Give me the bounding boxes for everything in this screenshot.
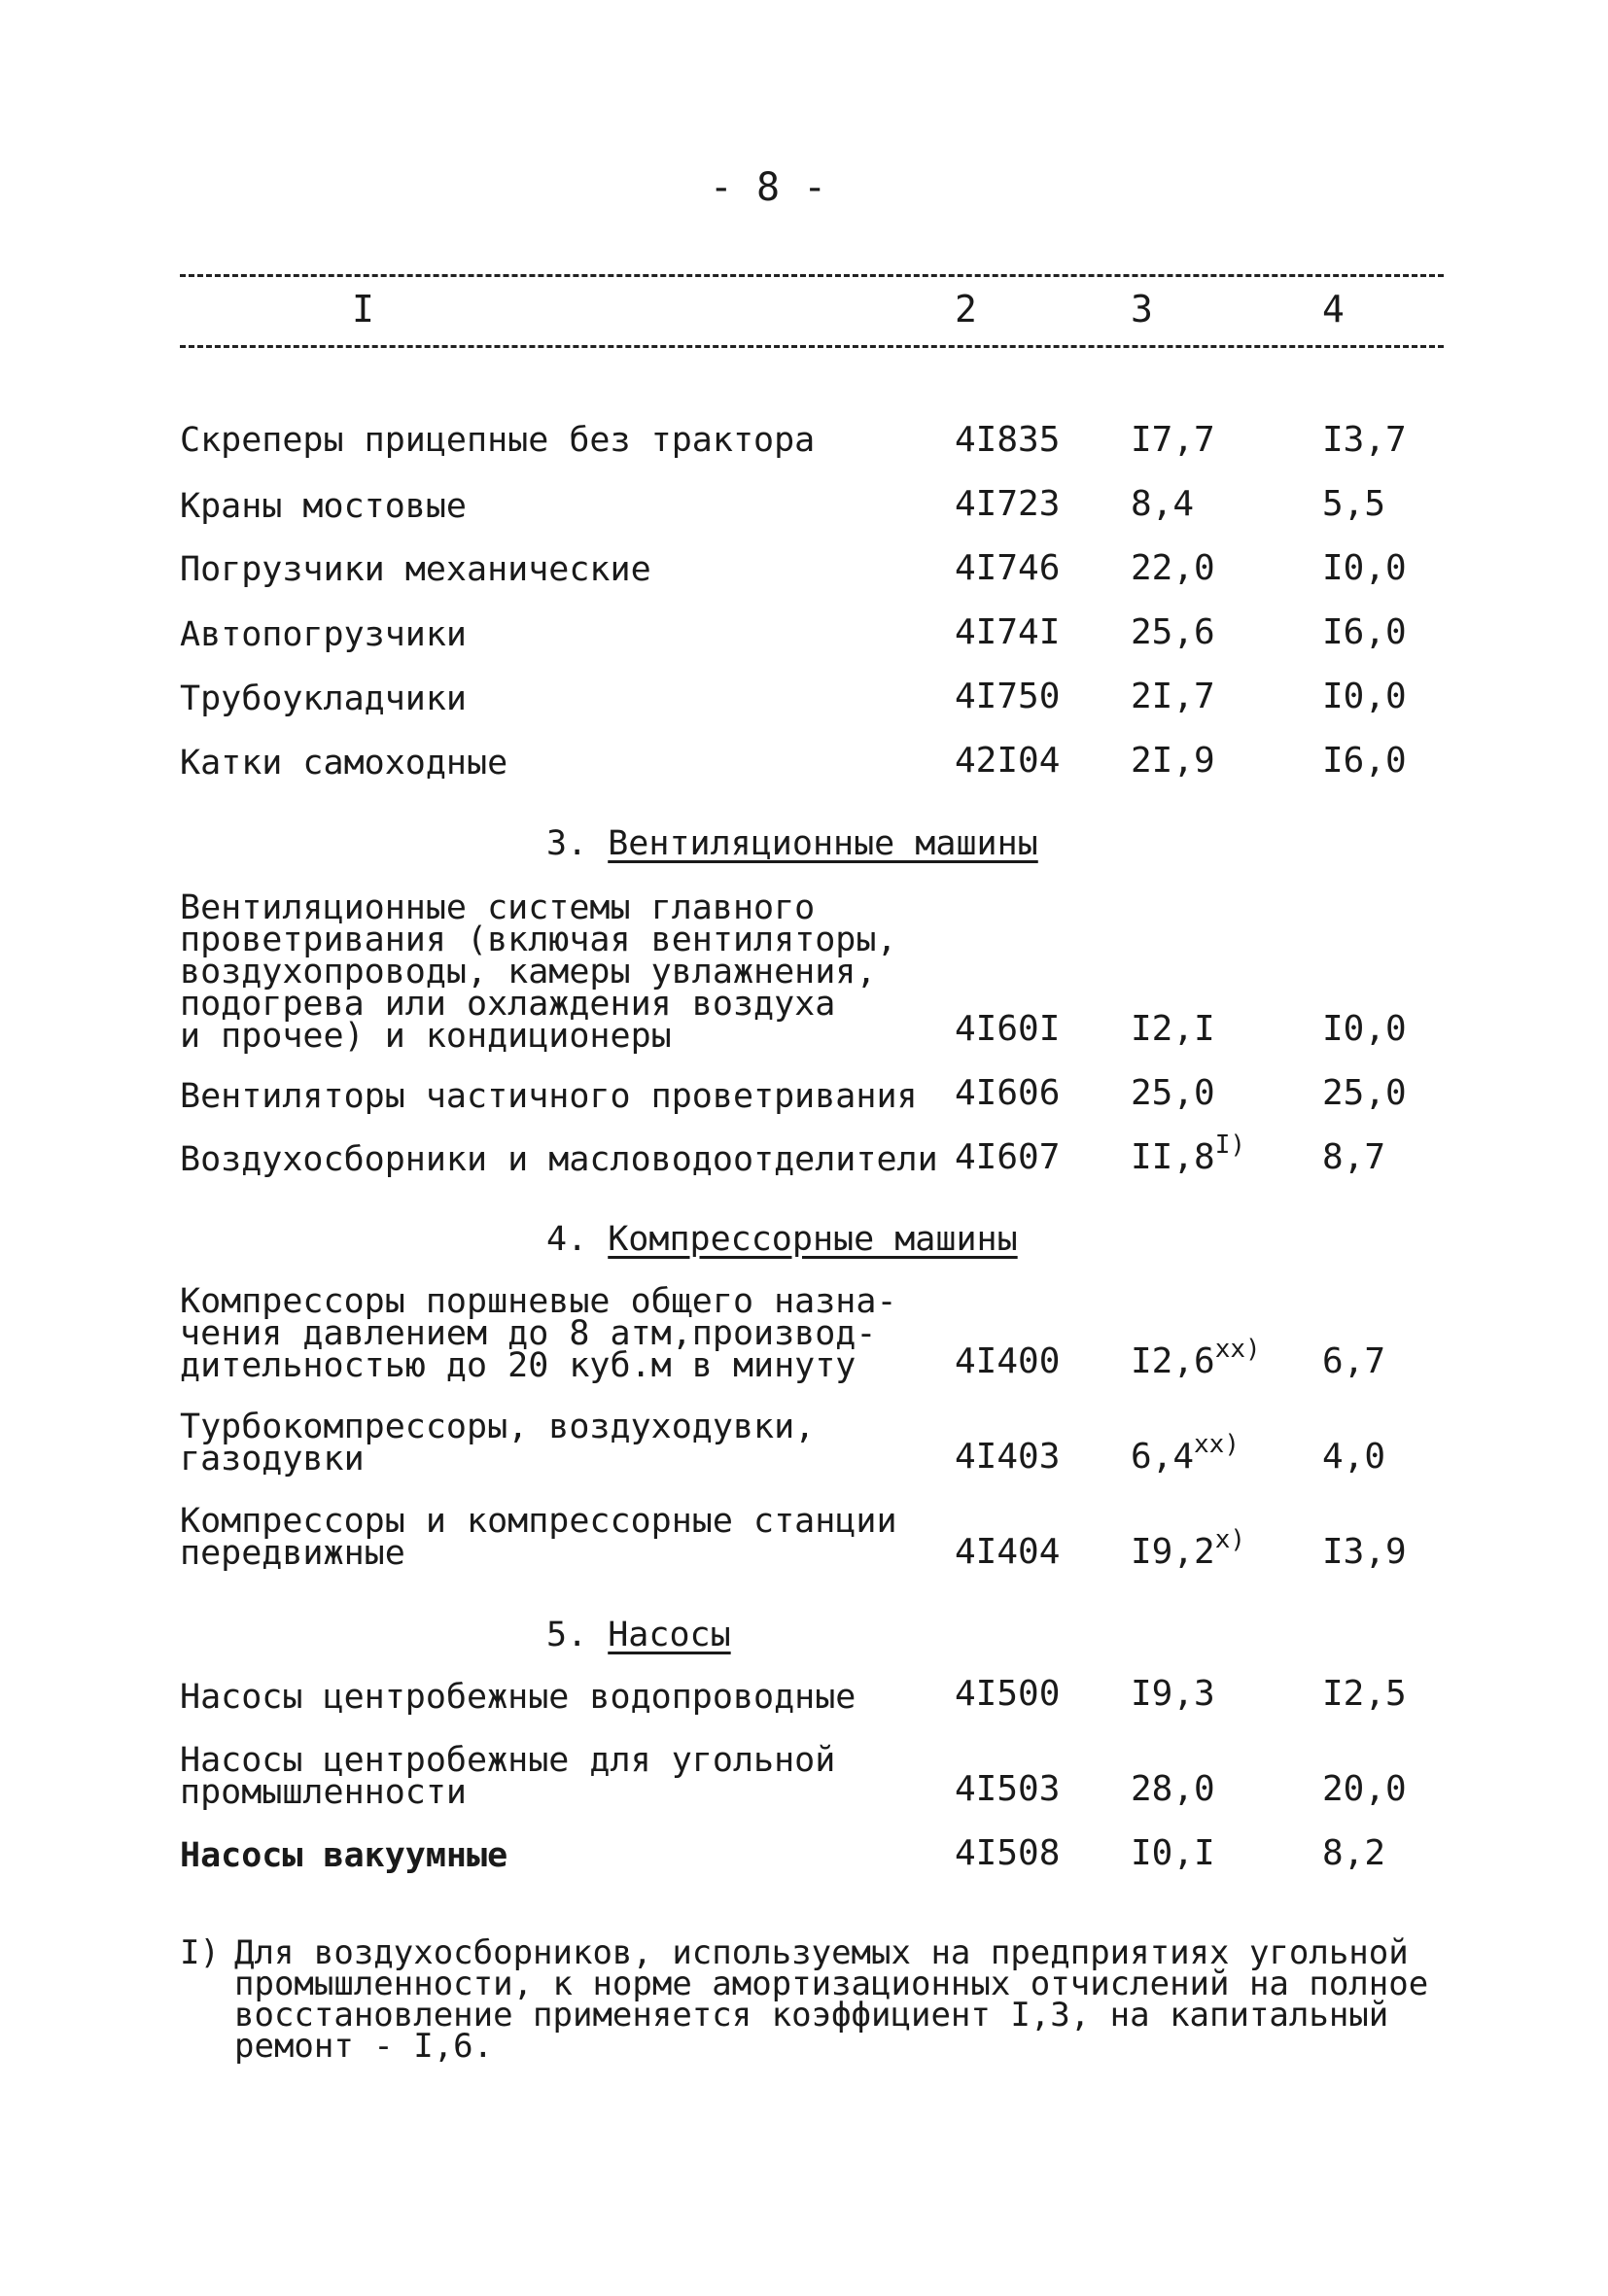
row-code: 4I500 [955,1674,1061,1714]
row-name: Краны мостовые [180,487,468,526]
row-value-3 [1131,1335,1261,1381]
footnote-marker: xx) [1194,1430,1240,1459]
row-name-line: Турбокомпрессоры, воздуходувки, [180,1408,816,1446]
section-number: 3. [546,824,588,863]
row-value-3: 2I,7 [1131,677,1215,716]
row-name [180,888,897,1056]
row-name [180,1282,897,1385]
row-code: 42I04 [955,741,1061,781]
row-value-3: 28,0 [1131,1769,1215,1809]
row-value-4: 5,5 [1322,484,1386,524]
row-value-4: I3,7 [1322,420,1407,460]
section-title: Компрессорные машины [608,1220,1018,1259]
row-value-4: I6,0 [1322,741,1407,781]
row-value-3: I7,7 [1131,420,1215,460]
row-code: 4I607 [955,1137,1061,1177]
row-value-4: I0,0 [1322,548,1407,588]
row-value-4: 25,0 [1322,1073,1407,1113]
row-value-3: 25,6 [1131,612,1215,652]
row-value-3: I2,I [1131,1009,1215,1049]
page-number: - 8 - [709,165,827,210]
row-name: Катки самоходные [180,744,508,783]
table-header-top-rule [180,274,1444,277]
row-value-3: 22,0 [1131,548,1215,588]
section-title: Вентиляционные машины [608,824,1038,863]
row-name [180,1741,836,1812]
footnote-marker: x) [1214,1525,1246,1554]
row-code: 4I508 [955,1833,1061,1873]
row-value-4: 20,0 [1322,1769,1407,1809]
row-name-line: газодувки [180,1440,365,1478]
row-code: 4I404 [955,1532,1061,1572]
section-heading-compressors [546,1220,1018,1259]
row-code: 4I400 [955,1341,1061,1381]
row-name: Скреперы прицепные без трактора [180,421,816,460]
row-code: 4I403 [955,1437,1061,1477]
row-name-line: и прочее) и кондиционеры [180,1017,672,1056]
row-value-3: I9,3 [1131,1674,1215,1714]
row-name-line: проветривания (включая вентиляторы, [180,921,897,959]
row-value-4: 8,7 [1322,1137,1386,1177]
value: I2,6 [1131,1341,1215,1381]
row-value-3: I0,I [1131,1833,1215,1873]
row-name-line: чения давлением до 8 атм,производ- [180,1314,877,1353]
value: I9,2 [1131,1532,1215,1572]
section-title: Насосы [608,1616,731,1654]
row-name-line: Компрессоры поршневые общего назна- [180,1282,897,1321]
table-header-bottom-rule [180,345,1444,348]
footnote-marker: xx) [1214,1335,1261,1364]
row-value-3: 2I,9 [1131,741,1215,781]
row-code: 4I835 [955,420,1061,460]
section-heading-ventilation [546,824,1038,863]
row-value-3 [1131,1430,1240,1477]
row-name: Автопогрузчики [180,615,468,654]
row-value-4: I2,5 [1322,1674,1407,1714]
row-name-line: подогрева или охлаждения воздуха [180,985,836,1024]
footnote-text: Для воздухосборников, используемых на предприятиях угольной промышленности, к норме амортизационных отчислений на полное восстановление применяется коэффициент I,3, на капитальный ремонт - I,6. [234,1933,1429,2066]
row-code: 4I503 [955,1769,1061,1809]
row-code: 4I746 [955,548,1061,588]
header-col-2: 2 [955,288,977,330]
row-name-line: Насосы центробежные для угольной [180,1741,836,1780]
row-name [180,1502,897,1573]
row-name-line: промышленности [180,1773,468,1812]
row-value-4: 8,2 [1322,1833,1386,1873]
row-value-3: 8,4 [1131,484,1195,524]
footnote [180,1933,1434,2066]
value: 6,4 [1131,1437,1195,1477]
row-code: 4I60I [955,1009,1061,1049]
row-name-line: воздухопроводы, камеры увлажнения, [180,953,877,991]
row-name: Вентиляторы частичного проветривания [180,1077,918,1116]
row-name: Воздухосборники и масловодоотделители [180,1140,938,1179]
row-name-line: передвижные [180,1534,405,1573]
row-value-3 [1131,1131,1246,1177]
header-col-4: 4 [1322,288,1345,330]
row-code: 4I74I [955,612,1061,652]
row-name: Насосы центробежные водопроводные [180,1678,856,1717]
row-code: 4I606 [955,1073,1061,1113]
row-name-line: дительностью до 20 куб.м в минуту [180,1346,856,1385]
row-name: Насосы вакуумные [180,1836,508,1875]
row-name: Погрузчики механические [180,550,651,589]
row-value-4: I3,9 [1322,1532,1407,1572]
header-col-1: I [352,288,374,330]
row-name-line: Компрессоры и компрессорные станции [180,1502,897,1541]
header-col-3: 3 [1131,288,1153,330]
footnote-mark: I) [180,1933,220,1972]
row-code: 4I750 [955,677,1061,716]
row-value-4: 4,0 [1322,1437,1386,1477]
row-name-line: Вентиляционные системы главного [180,888,816,927]
row-value-4: I6,0 [1322,612,1407,652]
row-name: Трубоукладчики [180,679,468,718]
value: II,8 [1131,1137,1215,1177]
row-value-3 [1131,1525,1246,1572]
section-heading-pumps [546,1616,731,1654]
row-value-4: I0,0 [1322,677,1407,716]
row-value-3: 25,0 [1131,1073,1215,1113]
row-value-4: I0,0 [1322,1009,1407,1049]
section-number: 5. [546,1616,588,1654]
section-number: 4. [546,1220,588,1259]
row-code: 4I723 [955,484,1061,524]
footnote-marker: I) [1214,1131,1246,1160]
row-value-4: 6,7 [1322,1341,1386,1381]
row-name [180,1408,816,1478]
